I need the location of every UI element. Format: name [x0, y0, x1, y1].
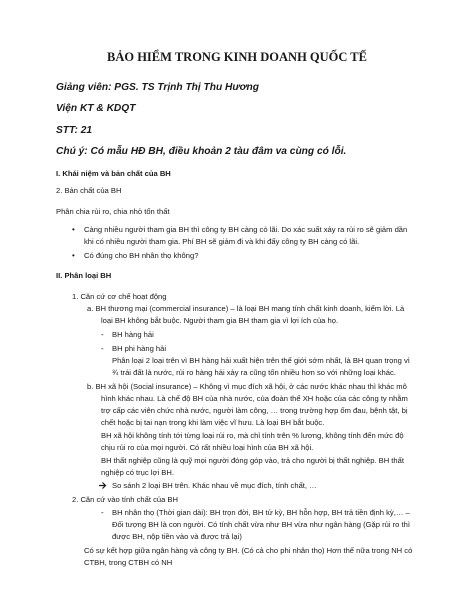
note-line: Chú ý: Có mẫu HĐ BH, điều khoản 2 tàu đâm va cùng có lỗi. [56, 146, 347, 157]
bullet-dot-icon: • [72, 251, 75, 260]
closing-line-2: CTBH, trong CTBH có NH [84, 558, 173, 567]
bullet-dot-icon: - [101, 330, 104, 339]
document-title: BẢO HIỂM TRONG KINH DOANH QUỐC TẾ [107, 50, 367, 64]
item-a-sub-1: BH hàng hải [112, 330, 154, 339]
arrow-bullet-icon [98, 480, 107, 492]
institute-line: Viện KT & KDQT [56, 103, 136, 114]
item-a-sub-3-line-1: Phân loại 2 loại trên vì BH hàng hải xuất hiện trên thế giới sớm nhất, là BH quan trọng vì [112, 356, 410, 365]
item-2-bullet-line-3: được BH, nộp tiền vào và được trả lại) [112, 532, 242, 541]
item-b-line-5: BH xã hội không tính tới từng loại rủi ro, mà chỉ tính trên % lương, không tính đến mức độ [101, 431, 404, 440]
item-b-line-7: BH thất nghiệp cũng là quỹ mọi người đóng góp vào, trả cho người bị thất nghiệp. BH thất [101, 456, 404, 465]
item-b-line-1: b. BH xã hội (Social insurance) – Không vì mục đích xã hội, ở các nước khác nhau thì khác mô [87, 382, 407, 391]
section-1-intro: Phân chia rủi ro, chia nhỏ tổn thất [56, 207, 170, 216]
item-a-sub-3-line-2: ¾ trái đất là nước, rủi ro hàng hải xảy ra cũng tốn nhiều hơn so với những loại khác. [112, 368, 396, 377]
item-b-line-3: trợ cấp các viên chức nhà nước, người làm công, … trong trường hợp ốm đau, bệnh tật, bị [101, 406, 408, 415]
section-1-subheading: 2. Bản chất của BH [56, 186, 122, 195]
item-b-line-2: hình khác nhau. Là chế độ BH của nhà nước, của đoàn thể XH hoặc của các công ty nhằm [101, 394, 408, 403]
item-b-line-4: chết hoặc bị tai nạn trong khi làm việc vĩ hưu. Là loại BH bắt buộc. [101, 418, 325, 427]
bullet-dot-icon: - [101, 508, 104, 517]
item-b-line-6: chịu rủi ro của mọi người. Có rất nhiều loại hình của BH xã hội. [101, 443, 314, 452]
lecturer-line: Giảng viên: PGS. TS Trịnh Thị Thu Hương [56, 82, 259, 93]
item-a-sub-2: BH phi hàng hải [112, 344, 167, 353]
item-2-bullet-line-2: Đối tượng BH là con người. Có tính chất vừa như BH vừa như ngân hàng (Gặp rủi ro thì [112, 520, 410, 529]
section-2-heading: II. Phân loại BH [56, 271, 112, 280]
closing-line-1: Có sự kết hợp giữa ngân hàng và công ty BH. (Có cả cho phi nhân thọ) Hơn thế nữa trong NH có [84, 546, 413, 555]
bullet-dot-icon: - [101, 344, 104, 353]
comparison-line: So sánh 2 loại BH trên. Khác nhau về mục đích, tính chất, … [112, 481, 317, 490]
list-item-2: 2. Căn cứ vào tính chất của BH [72, 495, 178, 504]
item-2-bullet-line-1: BH nhân thọ (Thời gian dài): BH trọn đời, BH tử kỳ, BH hỗn hợp, BH trả tiền định kỳ,… – [112, 508, 410, 517]
section-1-bullet-1-line-2: khi có nhiều người tham gia. Phí BH sẽ giảm đi và khi đấy công ty BH càng có lãi. [84, 237, 360, 246]
list-item-1: 1. Căn cứ cơ chế hoạt động [72, 292, 167, 301]
item-a-line-2: loại BH không bắt buộc. Người tham gia BH tham gia vì lợi ích của họ. [101, 316, 339, 325]
section-1-bullet-2: Có đúng cho BH nhân thọ không? [84, 251, 199, 260]
section-1-bullet-1-line-1: Càng nhiều người tham gia BH thì công ty BH càng có lãi. Do xác suất xảy ra rủi ro sẽ giảm dần [84, 225, 408, 234]
section-1-heading: I. Khái niệm và bản chất của BH [56, 169, 171, 178]
stt-line: STT: 21 [56, 125, 93, 136]
item-a-line-1: a. BH thương mại (commercial insurance) – là loại BH mang tính chất kinh doanh, kiếm lời. Là [87, 304, 405, 313]
bullet-dot-icon: • [72, 225, 75, 234]
item-b-line-8: nghiệp có trục lợi BH. [101, 468, 174, 477]
